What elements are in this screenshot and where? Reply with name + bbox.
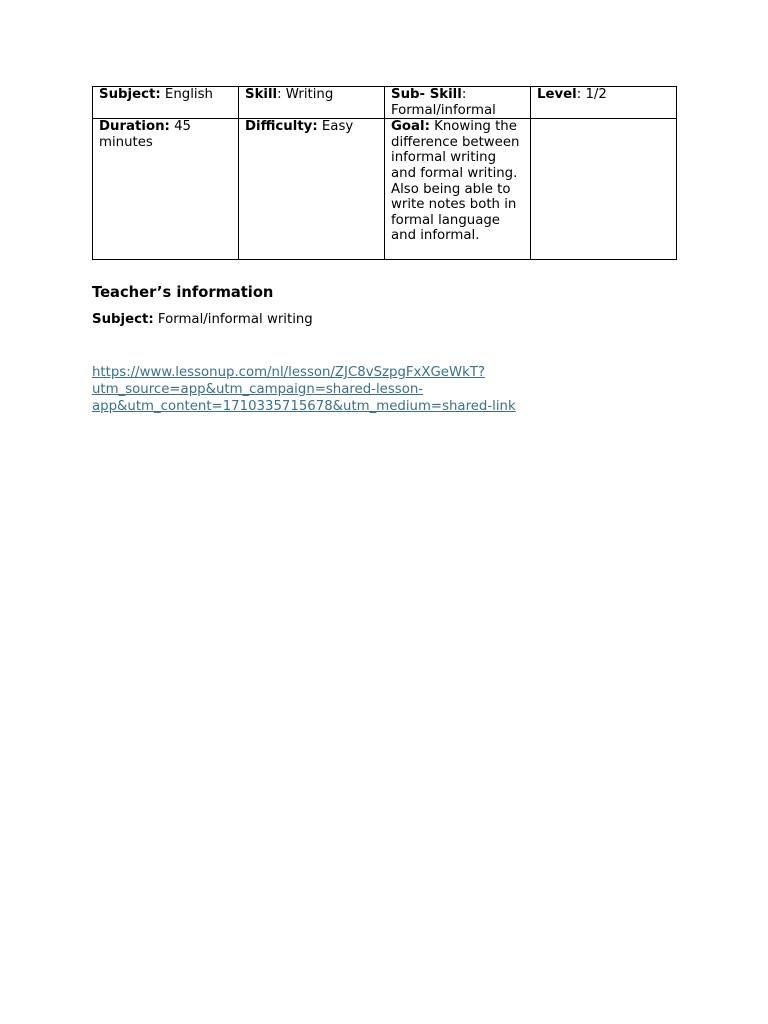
subject-cell — [93, 87, 239, 119]
skill-cell — [239, 87, 385, 119]
level-cell — [531, 87, 677, 119]
table-row — [93, 87, 677, 119]
level-value: : 1/2 — [576, 87, 607, 102]
teacher-subject-value: Formal/informal writing — [153, 312, 313, 327]
teacher-subject-line — [92, 312, 313, 327]
lesson-link[interactable] — [92, 365, 562, 415]
lesson-link-line-2[interactable]: utm_source=app&utm_campaign=shared-lesson- — [92, 381, 424, 397]
goal-value: Knowing the difference between informal writing and formal writing. Also being able to write notes both in formal language and informal. — [391, 119, 520, 244]
goal-key: Goal: — [391, 119, 430, 135]
duration-value: 45 minutes — [99, 119, 192, 150]
skill-key: Skill — [245, 87, 278, 102]
lesson-info-table — [92, 86, 677, 260]
level-key: Level — [537, 87, 577, 102]
empty-cell — [531, 119, 677, 260]
goal-cell — [385, 119, 531, 260]
subject-key: Subject: — [99, 87, 161, 102]
sub-skill-value: : Formal/informal — [391, 87, 496, 118]
difficulty-cell — [239, 119, 385, 260]
skill-value: : Writing — [277, 87, 334, 102]
difficulty-key: Difficulty: — [245, 119, 318, 135]
sub-skill-cell — [385, 87, 531, 119]
subject-value: English — [160, 87, 213, 102]
lesson-link-line-1[interactable]: https://www.lessonup.com/nl/lesson/ZJC8vSzpgFxXGeWkT? — [92, 365, 486, 380]
lesson-link-line-3[interactable]: app&utm_content=1710335715678&utm_medium=shared-link — [92, 398, 516, 414]
teacher-info-heading: Teacher’s information — [92, 284, 274, 301]
sub-skill-key: Sub- Skill — [391, 87, 462, 102]
duration-cell — [93, 119, 239, 260]
table-row — [93, 119, 677, 260]
teacher-subject-key: Subject: — [92, 312, 154, 327]
difficulty-value: Easy — [317, 119, 354, 135]
duration-key: Duration: — [99, 119, 170, 135]
